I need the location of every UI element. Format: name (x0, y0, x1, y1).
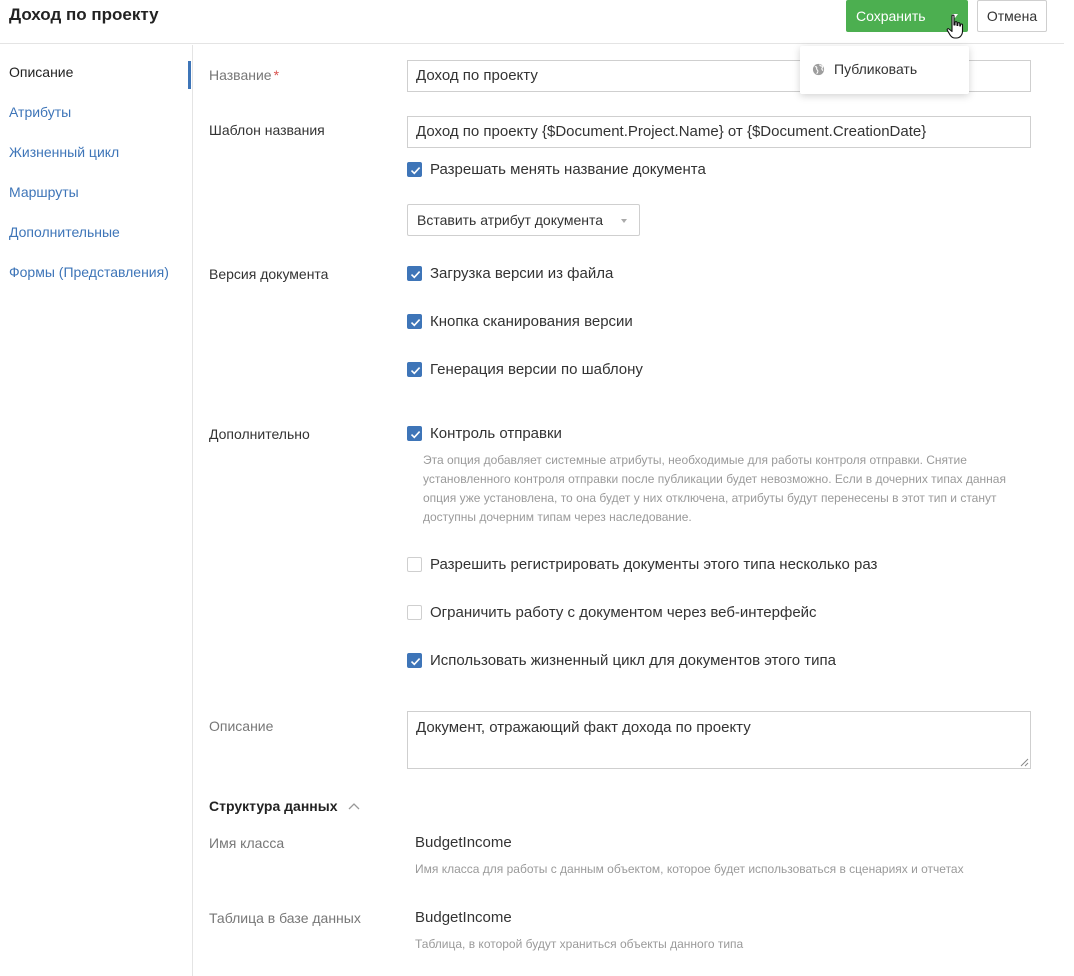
name-label-text: Название (209, 67, 272, 83)
checkbox-checked-icon (407, 362, 422, 377)
version-from-file-label: Загрузка версии из файла (430, 265, 614, 282)
sidebar-item-routes[interactable]: Маршруты (9, 184, 79, 200)
name-label (209, 67, 279, 83)
allow-rename-checkbox[interactable] (407, 161, 706, 178)
allow-multiple-registration-label: Разрешить регистрировать документы этого типа несколько раз (430, 556, 878, 573)
publish-menu-item[interactable] (812, 61, 917, 77)
caret-down-icon (621, 219, 627, 223)
version-scan-checkbox[interactable] (407, 313, 633, 330)
checkbox-checked-icon (407, 314, 422, 329)
checkbox-unchecked-icon (407, 557, 422, 572)
checkbox-checked-icon (407, 266, 422, 281)
name-input[interactable]: Доход по проекту (407, 60, 1031, 92)
class-name-label: Имя класса (209, 835, 285, 851)
insert-attribute-button[interactable] (407, 204, 640, 236)
hand-cursor-icon (946, 14, 966, 40)
dispatch-control-checkbox[interactable] (407, 425, 562, 442)
sidebar-item-additional[interactable]: Дополнительные (9, 224, 120, 240)
sidebar-item-lifecycle[interactable]: Жизненный цикл (9, 144, 120, 160)
use-lifecycle-checkbox[interactable] (407, 652, 836, 669)
sidebar (0, 45, 193, 976)
sidebar-active-marker (188, 61, 191, 89)
description-label: Описание (209, 718, 274, 734)
version-scan-label: Кнопка сканирования версии (430, 313, 633, 330)
checkbox-checked-icon (407, 653, 422, 668)
table-value: BudgetIncome (415, 909, 512, 926)
version-from-file-checkbox[interactable] (407, 265, 613, 282)
additional-label: Дополнительно (209, 426, 310, 442)
version-template-label: Генерация версии по шаблону (430, 361, 643, 378)
use-lifecycle-label: Использовать жизненный цикл для документов этого типа (430, 652, 836, 669)
table-hint: Таблица, в которой будут храниться объекты данного типа (415, 937, 744, 951)
template-input[interactable]: Доход по проекту {$Document.Project.Name} от {$Document.CreationDate} (407, 116, 1031, 148)
restrict-web-interface-checkbox[interactable] (407, 604, 817, 621)
allow-multiple-registration-checkbox[interactable] (407, 556, 877, 573)
header (0, 0, 1064, 44)
version-label: Версия документа (209, 266, 329, 282)
sidebar-item-attributes[interactable]: Атрибуты (9, 104, 72, 120)
checkbox-checked-icon (407, 426, 422, 441)
checkbox-checked-icon (407, 162, 422, 177)
insert-attribute-label: Вставить атрибут документа (417, 212, 604, 228)
dispatch-control-label: Контроль отправки (430, 425, 562, 442)
data-structure-toggle[interactable] (209, 798, 360, 814)
restrict-web-interface-label: Ограничить работу с документом через веб-интерфейс (430, 604, 817, 621)
dispatch-control-hint: Эта опция добавляет системные атрибуты, необходимые для работы контроля отправки. Снятие установленного контроля отправки после публикации будет невозможно. Если в дочерних типах данная опция уже установлена, то она будет у них отключена, атрибуты будут перенесены в этот тип и станут доступны дочерним типам через наследование. (423, 453, 1006, 524)
sidebar-item-description[interactable]: Описание (9, 64, 74, 80)
required-mark: * (273, 67, 280, 83)
resize-handle-icon[interactable] (1020, 758, 1029, 767)
save-button[interactable]: Сохранить (856, 8, 926, 24)
cancel-button[interactable]: Отмена (977, 0, 1047, 32)
sidebar-item-forms[interactable]: Формы (Представления) (9, 264, 169, 280)
version-template-checkbox[interactable] (407, 361, 643, 378)
description-textarea[interactable] (407, 711, 1031, 769)
description-text: Документ, отражающий факт дохода по проекту (416, 719, 751, 736)
checkbox-unchecked-icon (407, 605, 422, 620)
class-name-hint: Имя класса для работы с данным объектом, которое будет использоваться в сценариях и отчетах (415, 862, 964, 876)
data-structure-title: Структура данных (209, 798, 338, 814)
class-name-value: BudgetIncome (415, 834, 512, 851)
chevron-up-icon (348, 802, 360, 810)
table-label: Таблица в базе данных (209, 910, 361, 926)
globe-icon (812, 63, 825, 76)
publish-menu-label: Публиковать (834, 61, 918, 77)
allow-rename-label: Разрешать менять название документа (430, 161, 706, 178)
save-dropdown-menu (800, 46, 969, 94)
page-title: Доход по проекту (9, 5, 159, 24)
template-label: Шаблон названия (209, 122, 325, 138)
